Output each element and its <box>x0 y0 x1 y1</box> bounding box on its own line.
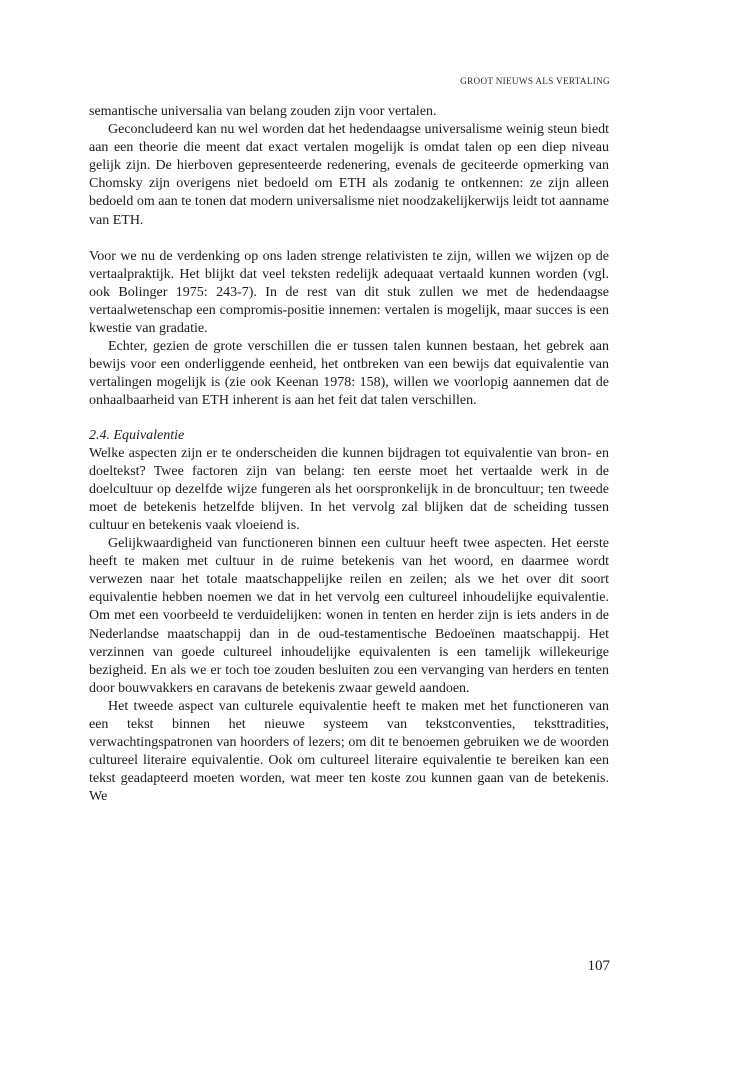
paragraph: semantische universalia van belang zouden zijn voor vertalen. <box>89 104 437 119</box>
section-heading: 2.4. Equivalentie <box>89 427 185 443</box>
paragraph: Gelijkwaardigheid van functioneren binnen een cultuur heeft twee aspecten. Het eerste heeft te maken met cultuur in de ruime betekenis van het woord, en daarmee wordt verwezen naar het totale maatschappelijke reilen en zeilen; als we het over dit soort equivalentie hebben noemen we dat in het vervolg een cultureel inhoudelijke equivalentie. Om met een voorbeeld te verduidelijken: wonen in tenten en herder zijn is iets anders in de Nederlandse maatschappij dan in de oud-testamentische Bedoeïnen maatschappij. Het verzinnen van goede cultureel inhoudelijke equivalenten is een tamelijk willekeurige bezigheid. En als we er toch toe zouden besluiten zou een vervanging van herders en tenten door bouwvakkers en caravans de betekenis zwaar geweld aandoen. <box>89 536 609 696</box>
paragraph-gap <box>89 411 609 427</box>
paragraph: Echter, gezien de grote verschillen die er tussen talen kunnen bestaan, het gebrek aan bewijs voor een onderliggende eenheid, het ontbreken van een bewijs dat equivalentie van vertalingen mogelijk is (zie ook Keenan 1978: 158), willen we voorlopig aannemen dat de onhaalbaarheid van ETH inherent is aan het feit dat talen verschillen. <box>89 339 609 409</box>
paragraph: Welke aspecten zijn er te onderscheiden die kunnen bijdragen tot equivalentie van bron- en doeltekst? Twee factoren zijn van belang: ten eerste moet het vertaalde werk in de doelcultuur op dezelfde wijze fungeren als het oorspronkelijk in de broncultuur; ten tweede moet de betekenis hetzelfde blijven. In het vervolg zal blijken dat de scheiding tussen cultuur en betekenis vaak vloeiend is. <box>89 445 609 533</box>
paragraph-gap <box>89 230 609 248</box>
body-text <box>89 103 609 806</box>
paragraph: Geconcludeerd kan nu wel worden dat het hedendaagse universalisme weinig steun biedt aan een theorie die meent dat exact vertalen mogelijk is omdat talen op een diep niveau gelijk zijn. De hierboven gepresenteerde redenering, evenals de geciteerde opmerking van Chomsky zijn overigens niet bedoeld om ETH als zodanig te ontkennen: ze zijn alleen bedoeld om aan te tonen dat modern universalisme niet noodzakelijkerwijs leidt tot aanname van ETH. <box>89 122 609 228</box>
paragraph: Voor we nu de verdenking op ons laden strenge relativisten te zijn, willen we wijzen op de vertaalpraktijk. Het blijkt dat veel teksten redelijk adequaat vertaald kunnen worden (vgl. ook Bolinger 1975: 243-7). In de rest van dit stuk zullen we met de hedendaagse vertaalwetenschap een compromis-positie innemen: vertalen is mogelijk, maar succes is een kwestie van gradatie. <box>89 248 609 337</box>
page-number: 107 <box>587 958 610 974</box>
running-head: GROOT NIEUWS ALS VERTALING <box>460 76 610 86</box>
paragraph: Het tweede aspect van culturele equivalentie heeft te maken met het functioneren van een tekst binnen het nieuwe systeem van tekstconventies, teksttradities, verwachtingspatronen van hoorders of lezers; om dit te benoemen gebruiken we de woorden cultureel literaire equivalentie. Ook om cultureel literaire equivalentie te bereiken kan een tekst geadapteerd moeten worden, wat meer ten koste zou kunnen gaan van de betekenis. We <box>89 698 609 805</box>
